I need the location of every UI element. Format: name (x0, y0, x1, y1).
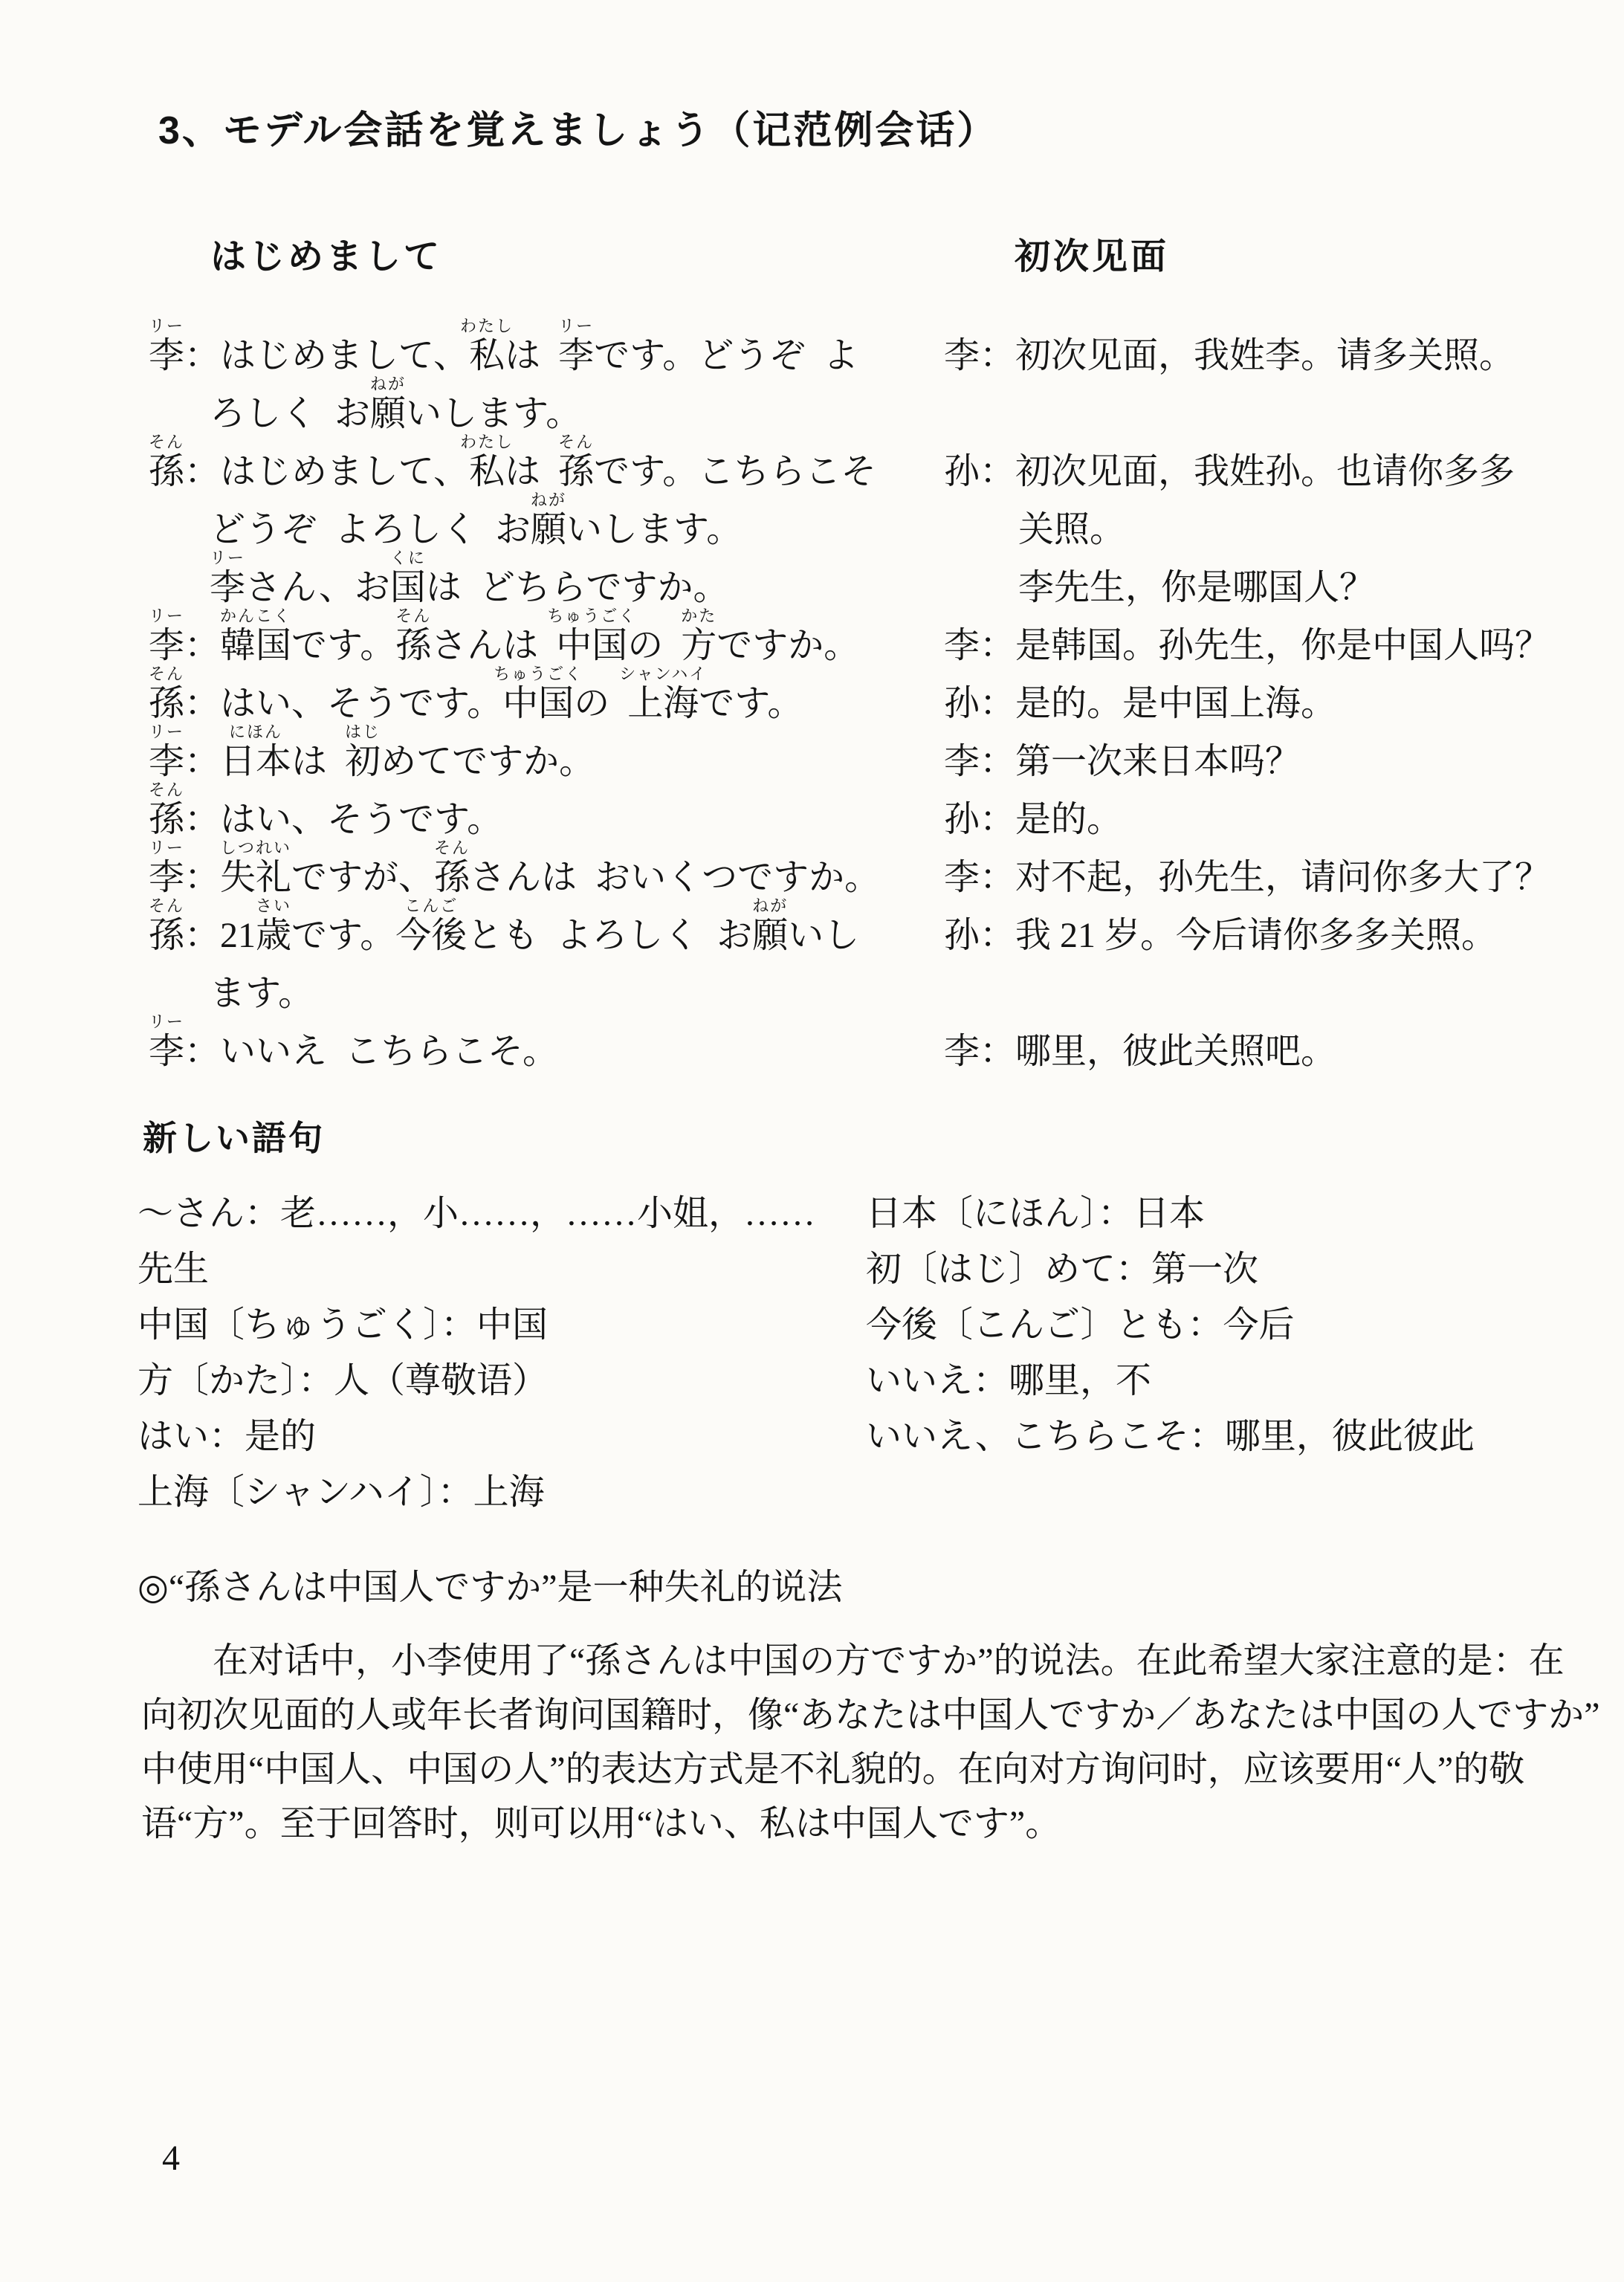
dialogue-jp-line (149, 375, 944, 433)
dialogue-jp-line (148, 838, 944, 897)
furigana: ちゅうごく (494, 665, 583, 683)
dialogue-cn-line: 孙：初次见面，我姓孙。也请你多多 (944, 452, 1515, 491)
dialogue-cn-line: 李：是韩国。孙先生，你是中国人吗？ (944, 626, 1551, 665)
dialogue-cn-line: 孙：是的。 (944, 800, 1123, 839)
jp-text-segment: いします。 (566, 510, 743, 549)
jp-text-segment: ：はい、そうです。 (184, 684, 503, 723)
jp-text-segment: です。 (291, 916, 396, 955)
dialogue-row (149, 548, 1576, 606)
dialogue-jp-line (149, 549, 944, 607)
jp-text-segment: 韓国 かんこく (220, 607, 292, 665)
jp-text-segment: ： (184, 742, 221, 781)
vocab-left-entry: はい：是的 (138, 1417, 317, 1456)
jp-text-segment: 中国 ちゅうごく (547, 607, 637, 665)
furigana: はじ (345, 723, 381, 741)
jp-text-segment: さんは (431, 626, 557, 665)
jp-text-segment: とも よろしく お (467, 916, 753, 955)
jp-text-segment: 今後 こんご (395, 896, 468, 955)
jp-text-segment: 願 ねが (370, 375, 407, 433)
furigana: しつれい (220, 838, 292, 857)
vocab-row (138, 1287, 1527, 1343)
vocab-left-entry: 中国〔ちゅうごく〕：中国 (138, 1305, 549, 1345)
dialogue-row (149, 838, 1576, 896)
dialogue-jp-line (149, 491, 944, 549)
jp-text-segment: ： (184, 626, 221, 665)
vocab-section (138, 1176, 1527, 1510)
dialogue-row (149, 780, 1576, 838)
furigana: シャンハイ (619, 665, 708, 683)
dialogue-jp-line (148, 896, 944, 955)
furigana: くに (389, 549, 426, 567)
vocab-right-entry: 初〔はじ〕めて：第一次 (866, 1250, 1259, 1289)
dialogue-jp-line (148, 780, 944, 839)
jp-text-segment: 孫 そん (558, 433, 595, 491)
note-line: 语“方”。至于回答时，则可以用“はい、私は中国人です”。 (141, 1804, 1061, 1843)
furigana: そん (148, 780, 185, 799)
dialogue-jp-line (148, 433, 944, 491)
dialogue-row (149, 490, 1576, 548)
jp-text-segment: 私 わたし (460, 317, 514, 375)
jp-text-segment: の (627, 626, 682, 665)
furigana: さい (256, 896, 292, 915)
jp-text-segment: 孫 そん (148, 665, 185, 723)
jp-text-segment: 中国 ちゅうごく (494, 665, 583, 723)
dialogue-row (149, 896, 1576, 954)
dialogue-section (149, 316, 1576, 1070)
note-line: 中使用“中国人、中国の人”的表达方式是不礼貌的。在向对方询问时，应该要用“人”的敬 (141, 1750, 1525, 1789)
vocab-left-entry: 方〔かた〕：人（尊敬语） (138, 1361, 549, 1400)
jp-text-segment: 孫 そん (434, 838, 470, 897)
dialogue-row (149, 316, 1576, 374)
jp-text-segment: どうぞ よろしく お (210, 510, 531, 549)
jp-text-segment: ： (184, 858, 221, 897)
jp-text-segment: 李 リー (148, 723, 185, 781)
furigana: かた (681, 607, 717, 625)
furigana: そん (148, 665, 185, 683)
jp-text-segment: 孫 そん (148, 896, 185, 955)
jp-text-segment: ですか。 (716, 626, 860, 665)
note-line: 在对话中，小李使用了“孫さんは中国の方ですか”的说法。在此希望大家注意的是：在 (213, 1641, 1565, 1681)
dialogue-row (149, 722, 1576, 780)
furigana: リー (148, 838, 185, 857)
furigana: そん (558, 433, 595, 451)
jp-text-segment: 私 わたし (460, 433, 514, 491)
dialogue-row (149, 432, 1576, 490)
jp-text-segment: 歳 さい (256, 896, 292, 955)
jp-text-segment: 方 かた (681, 607, 717, 665)
vocab-row (138, 1232, 1527, 1287)
jp-text-segment: 願 ねが (752, 896, 789, 955)
furigana: わたし (460, 317, 514, 335)
jp-text-segment: ：いいえ こちらこそ。 (184, 1032, 559, 1071)
furigana: リー (558, 317, 595, 335)
jp-text-segment: ：21 (184, 916, 256, 955)
jp-text-segment: いし (788, 916, 860, 955)
jp-text-segment: さん、お (245, 568, 390, 607)
jp-text-segment: さんは おいくつですか。 (470, 858, 881, 897)
dialogue-jp-line (148, 1012, 944, 1071)
jp-text-segment: 上海 シャンハイ (619, 665, 708, 723)
jp-text-segment: めてですか。 (381, 742, 595, 781)
jp-text-segment: ですが、 (291, 858, 435, 897)
vocab-left-entry: ～さん：老……，小……，……小姐，…… (138, 1194, 816, 1233)
furigana: そん (395, 607, 432, 625)
furigana: リー (209, 549, 246, 567)
furigana: リー (148, 723, 185, 741)
jp-text-segment: 初 はじ (345, 723, 381, 781)
jp-text-segment: は どちらですか。 (425, 568, 729, 607)
jp-text-segment: ます。 (210, 974, 314, 1013)
vocab-right-entry: いいえ、こちらこそ：哪里，彼此彼此 (866, 1417, 1475, 1456)
jp-text-segment: 孫 そん (148, 780, 185, 839)
furigana: そん (148, 433, 185, 451)
jp-text-segment: は (505, 336, 559, 375)
page-number: 4 (162, 2139, 180, 2178)
dialogue-row (149, 606, 1576, 664)
furigana: にほん (229, 723, 283, 741)
jp-text-segment: ：はじめまして、 (184, 452, 470, 491)
furigana: こんご (404, 896, 459, 915)
jp-text-segment: は (505, 452, 559, 491)
dialogue-cn-line: 李：哪里，彼此关照吧。 (944, 1032, 1337, 1071)
jp-text-segment: です。 (291, 626, 396, 665)
dialogue-cn-line: 孙：是的。是中国上海。 (944, 684, 1337, 723)
jp-text-segment: 李 リー (148, 1012, 185, 1071)
vocab-heading: 新しい語句 (143, 1119, 325, 1157)
jp-column-header: はじめまして (210, 237, 443, 277)
vocab-row (138, 1343, 1527, 1399)
vocab-left-entry: 上海〔シャンハイ〕：上海 (138, 1473, 545, 1512)
furigana: そん (434, 838, 470, 857)
jp-text-segment: 李 リー (148, 838, 185, 897)
furigana: わたし (460, 433, 514, 451)
dialogue-jp-line (148, 665, 944, 723)
note-section (141, 1625, 1600, 1843)
vocab-row (138, 1176, 1527, 1232)
furigana: かんこく (220, 607, 292, 625)
furigana: ねが (752, 896, 789, 915)
jp-text-segment: は (291, 742, 346, 781)
dialogue-row (149, 664, 1576, 722)
jp-text-segment: ：はじめまして、 (184, 336, 470, 375)
vocab-right-entry: 日本〔にほん〕：日本 (866, 1194, 1206, 1233)
jp-text-segment: 国 くに (389, 549, 426, 607)
furigana: ねが (370, 375, 407, 393)
jp-text-segment: 孫 そん (148, 433, 185, 491)
note-heading: ◎“孫さんは中国人ですか”是一种失礼的说法 (138, 1568, 843, 1607)
dialogue-jp-line (148, 723, 944, 781)
vocab-left-entry: 先生 (138, 1250, 210, 1289)
furigana: ちゅうごく (547, 607, 637, 625)
vocab-right-entry: 今後〔こんご〕とも：今后 (866, 1305, 1295, 1345)
vocab-right-entry: いいえ：哪里，不 (866, 1361, 1152, 1400)
jp-text-segment: 李 リー (148, 607, 185, 665)
dialogue-cn-line: 孙：我 21 岁。今后请你多多关照。 (944, 916, 1498, 955)
jp-text-segment: 李 リー (558, 317, 595, 375)
furigana: そん (148, 896, 185, 915)
jp-text-segment: です。こちらこそ (594, 452, 877, 491)
jp-text-segment: いします。 (406, 394, 582, 433)
dialogue-cn-line: 关照。 (1018, 510, 1126, 549)
dialogue-cn-line: 李先生，你是哪国人？ (1018, 568, 1376, 607)
jp-text-segment: 失礼 しつれい (220, 838, 292, 897)
vocab-row (138, 1399, 1527, 1455)
page-title: 3、モデル会話を覚えましょう（记范例会话） (158, 109, 998, 152)
dialogue-row (149, 374, 1576, 432)
jp-text-segment: の (574, 684, 628, 723)
jp-text-segment: ろしく お (210, 394, 371, 433)
dialogue-cn-line: 李：初次见面，我姓李。请多关照。 (944, 336, 1515, 375)
dialogue-cn-line: 李：对不起，孙先生，请问你多大了？ (944, 858, 1551, 897)
furigana: ねが (531, 491, 567, 509)
dialogue-row (149, 954, 1576, 1012)
jp-text-segment: ：はい、そうです。 (184, 800, 503, 839)
dialogue-cn-line: 李：第一次来日本吗？ (944, 742, 1301, 781)
cn-column-header: 初次见面 (1015, 237, 1170, 277)
dialogue-jp-line (148, 317, 944, 375)
dialogue-row (149, 1012, 1576, 1070)
jp-text-segment: 李 リー (209, 549, 246, 607)
furigana: リー (148, 607, 185, 625)
dialogue-jp-line (149, 976, 944, 1012)
jp-text-segment: 李 リー (148, 317, 185, 375)
jp-text-segment: 孫 そん (395, 607, 432, 665)
furigana: リー (148, 1012, 185, 1031)
jp-text-segment: です。 (699, 684, 803, 723)
dialogue-jp-line (148, 607, 944, 665)
jp-text-segment: 願 ねが (531, 491, 567, 549)
jp-text-segment: 日本 にほん (220, 723, 292, 781)
vocab-row (138, 1455, 1527, 1510)
furigana: リー (148, 317, 185, 335)
note-line: 向初次见面的人或年长者询问国籍时，像“あなたは中国人ですか／あなたは中国の人ですか” (141, 1696, 1600, 1735)
jp-text-segment: です。どうぞ よ (594, 336, 859, 375)
